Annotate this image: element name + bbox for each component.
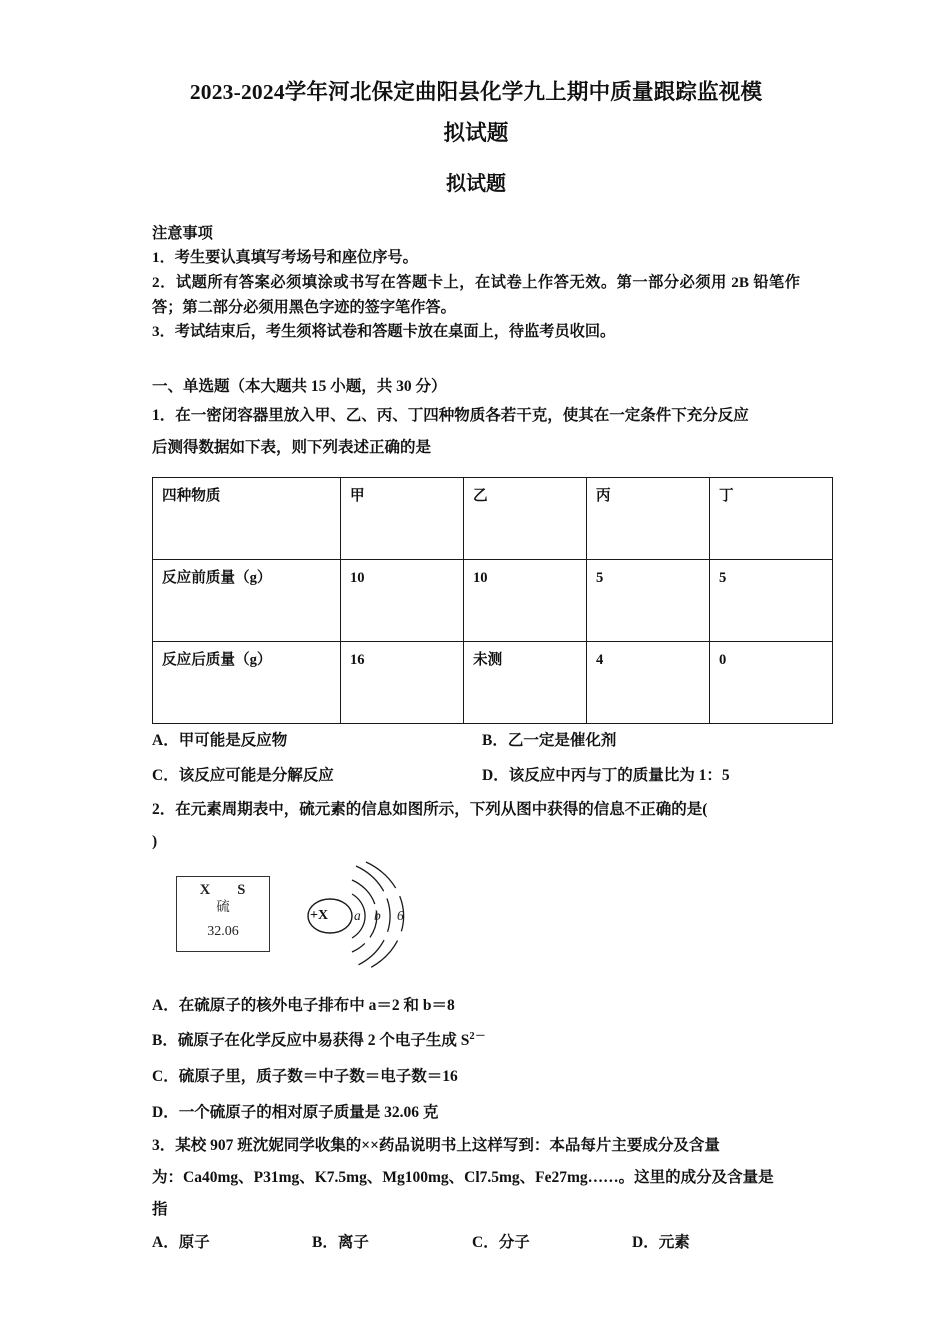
table-cell-before-bing: 5: [587, 560, 710, 642]
section-heading: 一、单选题（本大题共 15 小题，共 30 分）: [152, 377, 447, 395]
question-1-table-wrap: [152, 463, 800, 724]
question-3-stem-line-2: 为：Ca40mg、P31mg、K7.5mg、Mg100mg、Cl7.5mg、Fe27mg……。这里的成分及含量是: [152, 1169, 774, 1187]
notice-block: [152, 200, 800, 345]
question-2-option-d[interactable]: D．一个硫原子的相对原子质量是 32.06 克: [152, 1103, 439, 1121]
question-3-option-d[interactable]: D．元素: [632, 1233, 690, 1251]
table-cell-header-3: 丙: [587, 478, 710, 560]
question-3-options: [152, 1226, 800, 1261]
shell-label-a: a: [354, 907, 361, 923]
question-3-option-b[interactable]: B．离子: [312, 1233, 369, 1251]
question-3-option-a[interactable]: A．原子: [152, 1233, 210, 1251]
table-row: [153, 642, 833, 724]
table-cell-header-1: 甲: [341, 478, 464, 560]
question-3-option-c[interactable]: C．分子: [472, 1233, 530, 1251]
question-1-stem-line-1: 1．在一密闭容器里放入甲、乙、丙、丁四种物质各若干克，使其在一定条件下充分反应: [152, 406, 749, 424]
question-3-stem-line-1: 3．某校 907 班沈妮同学收集的××药品说明书上这样写到：本品每片主要成分及含量: [152, 1137, 720, 1155]
question-2-option-b[interactable]: [152, 1023, 800, 1059]
element-atomic-mass: 32.06: [207, 923, 239, 939]
page-title: [152, 0, 800, 154]
title-line-2: 拟试题: [443, 120, 509, 145]
table-cell-before-ding: 5: [710, 560, 833, 642]
question-1-options-row-2: [152, 759, 800, 794]
question-2-stem-line-2: ): [152, 832, 158, 850]
question-2-figure: [152, 858, 800, 988]
table-row-header: [153, 478, 833, 560]
question-1-option-b[interactable]: B．乙一定是催化剂: [482, 732, 617, 750]
question-1-stem-line-2: 后测得数据如下表，则下列表述正确的是: [152, 438, 432, 456]
question-1-option-c[interactable]: C．该反应可能是分解反应: [152, 767, 334, 785]
element-atomic-number-placeholder: X: [199, 881, 212, 898]
notice-item-3: 3．考试结束后，考生须将试卷和答题卡放在桌面上，待监考员收回。: [152, 323, 616, 341]
table-cell-after-jia: 16: [341, 642, 464, 724]
table-cell-after-yi: 未测: [464, 642, 587, 724]
question-3-stem-line-3: 指: [152, 1200, 168, 1218]
table-cell-before-label: 反应前质量（g）: [153, 560, 341, 642]
table-cell-header-0: 四种物质: [153, 478, 341, 560]
shell-label-6: 6: [397, 907, 404, 923]
table-cell-header-4: 丁: [710, 478, 833, 560]
reaction-mass-table: [152, 477, 833, 724]
table-cell-before-yi: 10: [464, 560, 587, 642]
element-symbol: S: [237, 881, 247, 898]
question-2-options: [152, 988, 800, 1131]
question-2-option-a[interactable]: A．在硫原子的核外电子排布中 a＝2 和 b＝8: [152, 996, 455, 1014]
nucleus-charge-label: +X: [310, 907, 329, 923]
page-content: [152, 0, 800, 1260]
question-1-option-a[interactable]: A．甲可能是反应物: [152, 732, 288, 750]
atom-structure-diagram: [300, 858, 440, 974]
periodic-element-box: [176, 876, 270, 952]
sulfide-ion-superscript: 2－: [469, 1031, 487, 1043]
question-2-stem-line-1: 2．在元素周期表中，硫元素的信息如图所示，下列从图中获得的信息不正确的是(: [152, 801, 708, 819]
table-cell-after-label: 反应后质量（g）: [153, 642, 341, 724]
question-2-option-c[interactable]: C．硫原子里，质子数＝中子数＝电子数＝16: [152, 1068, 458, 1086]
table-row: [153, 560, 833, 642]
page-subtitle: 拟试题: [446, 172, 506, 195]
table-cell-after-bing: 4: [587, 642, 710, 724]
element-symbol-row: [177, 877, 269, 899]
notice-item-2: 2．试题所有答案必须填涂或书写在答题卡上，在试卷上作答无效。第一部分必须用 2B 铅笔作答；第二部分必须用黑色字迹的签字笔作答。: [152, 273, 800, 316]
question-1-options-row-1: [152, 724, 800, 759]
element-name: 硫: [216, 898, 230, 914]
question-1-option-d[interactable]: D．该反应中丙与丁的质量比为 1：5: [482, 767, 730, 785]
shell-label-b: b: [374, 907, 381, 923]
notice-item-1: 1．考生要认真填写考场号和座位序号。: [152, 249, 418, 267]
notice-heading: 注意事项: [152, 224, 213, 242]
title-line-1: 2023-2024学年河北保定曲阳县化学九上期中质量跟踪监视模: [189, 80, 763, 104]
question-2-option-b-text: B．硫原子在化学反应中易获得 2 个电子生成 S: [152, 1032, 470, 1050]
table-cell-header-2: 乙: [464, 478, 587, 560]
table-cell-before-jia: 10: [341, 560, 464, 642]
table-cell-after-ding: 0: [710, 642, 833, 724]
